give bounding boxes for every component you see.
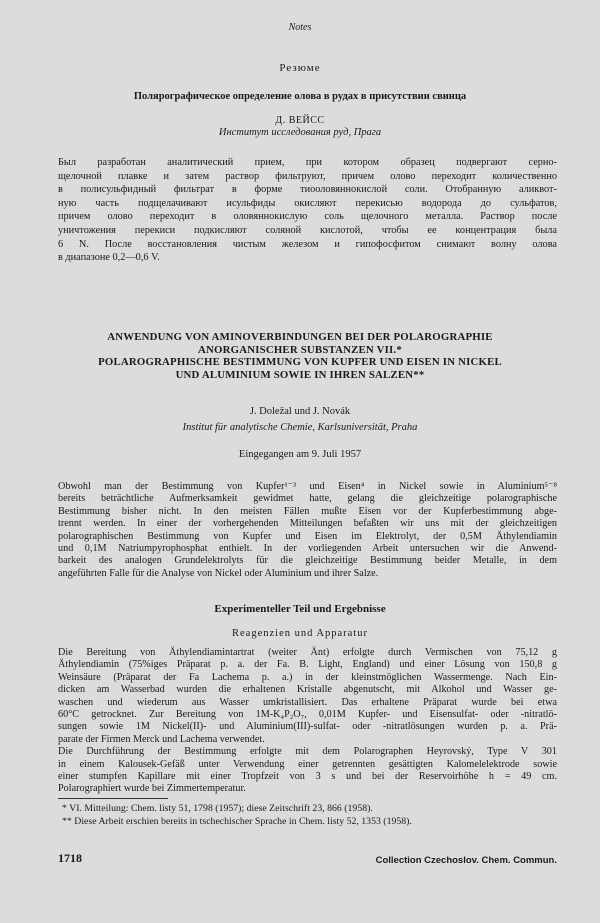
resume-line: в полисульфидный фильтрат в форме тиооловяннокислой соли. Отобранную аликвот- — [58, 184, 557, 196]
article-institute: Institut für analytische Chemie, Karlsuniversität, Praha — [182, 422, 418, 433]
experimental-line: waschen und wiederum aus Wasser umkristallisiert. Das erhaltene Präparat wurde bei etwa — [58, 696, 557, 708]
footnote: * VI. Mitteilung: Chem. listy 51, 1798 (1957); diese Zeitschrift 23, 866 (1958). — [62, 803, 373, 814]
intro-line: Bestimmung bisher nicht. In den meisten Fällen mußte Eisen vor der Kupferbestimmung abge- — [58, 505, 557, 517]
resume-line: щелочной плавке и затем раствор фильтруют, причем олово переходит количественно — [58, 170, 557, 182]
resume-author: Д. ВЕЙСС — [275, 115, 325, 126]
intro-line: bereits beträchtliche Aufmerksamkeit gewidmet hatte, gelang die gleichzeitige polarographische — [58, 493, 557, 505]
experimental-line: dicken am Wasserbad wurden die erhaltenen Kristalle abgenutscht, mit Alkohol und Wasser ge- — [58, 684, 557, 696]
experimental-line: Weinsäure (Präparat der Fa Lachema p. a.) in der kleinstmöglichen Wassermenge. Nach Ein- — [58, 671, 557, 683]
resume-line: причем олово переходит в оловяннокислую соль щелочного металла. Раствор после — [58, 211, 557, 223]
experimental-line: einer stumpfen Kapillare mit einer Tropfzeit von 3 s und bei der Reservoirhöhe h = 49 cm. — [58, 771, 557, 783]
article-title-line: ANWENDUNG VON AMINOVERBINDUNGEN BEI DER POLAROGRAPHIE — [107, 331, 493, 343]
resume-line: ную часть подщелачивают исульфиды окисляют перекисью водорода до сульфатов, — [58, 197, 557, 209]
experimental-line: Äthylendiamin (75%iges Präparat p. a. der Fa. B. Light, England) und einer Lösung von 150,8 g — [58, 659, 557, 671]
resume-body — [58, 156, 557, 265]
journal-name: Collection Czechoslov. Chem. Commun. — [375, 855, 557, 866]
experimental-line: 60°C getrocknet. Zur Bereitung von 1M-K₄P₂O₇, 0,01M Kupfer- und Eisensulfat- oder -nitratlö- — [58, 709, 557, 721]
resume-line: 6 N. После восстановления чистым железом и гипофосфитом снимают волну олова — [58, 238, 557, 250]
resume-line: Был разработан аналитический прием, при котором образец подвергают серно- — [58, 157, 557, 168]
experimental-line: Polarographiert wurde bei Zimmertemperatur. — [58, 783, 246, 795]
running-header: Notes — [288, 22, 312, 33]
article-title — [0, 331, 600, 381]
page-number: 1718 — [58, 851, 82, 865]
intro-line: angeführten Falle für die Analyse von Nickel oder Aluminium und ihrer Salze. — [58, 567, 379, 579]
intro-line: polarographischen Bestimmung von Kupfer und Eisen im Elektrolyt, der 0,5M Äthylendiamin — [58, 530, 557, 542]
resume-line: в диапазоне 0,2—0,6 V. — [58, 252, 160, 264]
article-authors: J. Doležal und J. Novák — [249, 406, 351, 417]
experimental-text — [58, 647, 557, 796]
article-title-line: POLAROGRAPHISCHE BESTIMMUNG VON KUPFER UND EISEN IN NICKEL — [98, 356, 502, 369]
intro-line: barkeit des analogen Grundelektrolyts für die gleichzeitige Bestimmung beider Metalle, in dem — [58, 555, 557, 567]
intro-line: und 0,1M Natriumpyrophosphat enthielt. In der vorliegenden Arbeit untersuchen wir die Anwend- — [58, 543, 557, 555]
article-title-line: ANORGANISCHER SUBSTANZEN VII.* — [198, 343, 402, 356]
resume-heading: Резюме — [279, 62, 321, 74]
footnote-rule — [58, 798, 168, 799]
footnotes — [62, 803, 412, 828]
experimental-line: in einem Kalousek-Gefäß unter Verwendung einer getrennten gesättigten Kalomelelektrode sowie — [58, 758, 557, 770]
experimental-line: sungen sowie 1M Nickel(II)- und Aluminium(III)-sulfat- oder -nitratlösungen wurden p. a. Prä- — [58, 721, 557, 733]
resume-line: уничтожения перекиси подкисляют соляной кислотой, чтобы ее концентрация была — [58, 224, 557, 236]
resume-institute: Институт исследования руд, Прага — [218, 127, 382, 138]
resume-title: Полярографическое определение олова в рудах в присутствии свинца — [133, 91, 467, 102]
section-title: Experimenteller Teil und Ergebnisse — [214, 603, 386, 615]
intro-line: trennt werden. In einer der vorhergehenden Mitteilungen befaßten wir uns mit der gleichzeitigen — [58, 518, 557, 530]
received-date: Eingegangen am 9. Juli 1957 — [238, 449, 362, 460]
experimental-line: Die Durchführung der Bestimmung erfolgte mit dem Polarographen Heyrovský, Type V 301 — [58, 746, 557, 758]
experimental-line: Die Bereitung von Äthylendiamintartrat (weiter Änt) erfolgte durch Vermischen von 75,12 g — [58, 647, 557, 658]
subsection-title: Reagenzien und Apparatur — [232, 628, 368, 639]
experimental-line: parate der Firmen Merck und Lachema verwendet. — [58, 733, 265, 745]
intro-line: Obwohl man der Bestimmung von Kupfer¹⁻³ und Eisen⁴ in Nickel sowie in Aluminium⁵⁻⁸ — [58, 481, 557, 492]
footnote: ** Diese Arbeit erschien bereits in tschechischer Sprache in Chem. listy 52, 1353 (1958). — [62, 815, 412, 827]
article-title-line: UND ALUMINIUM SOWIE IN IHREN SALZEN** — [175, 368, 425, 381]
intro-paragraph — [58, 481, 557, 580]
